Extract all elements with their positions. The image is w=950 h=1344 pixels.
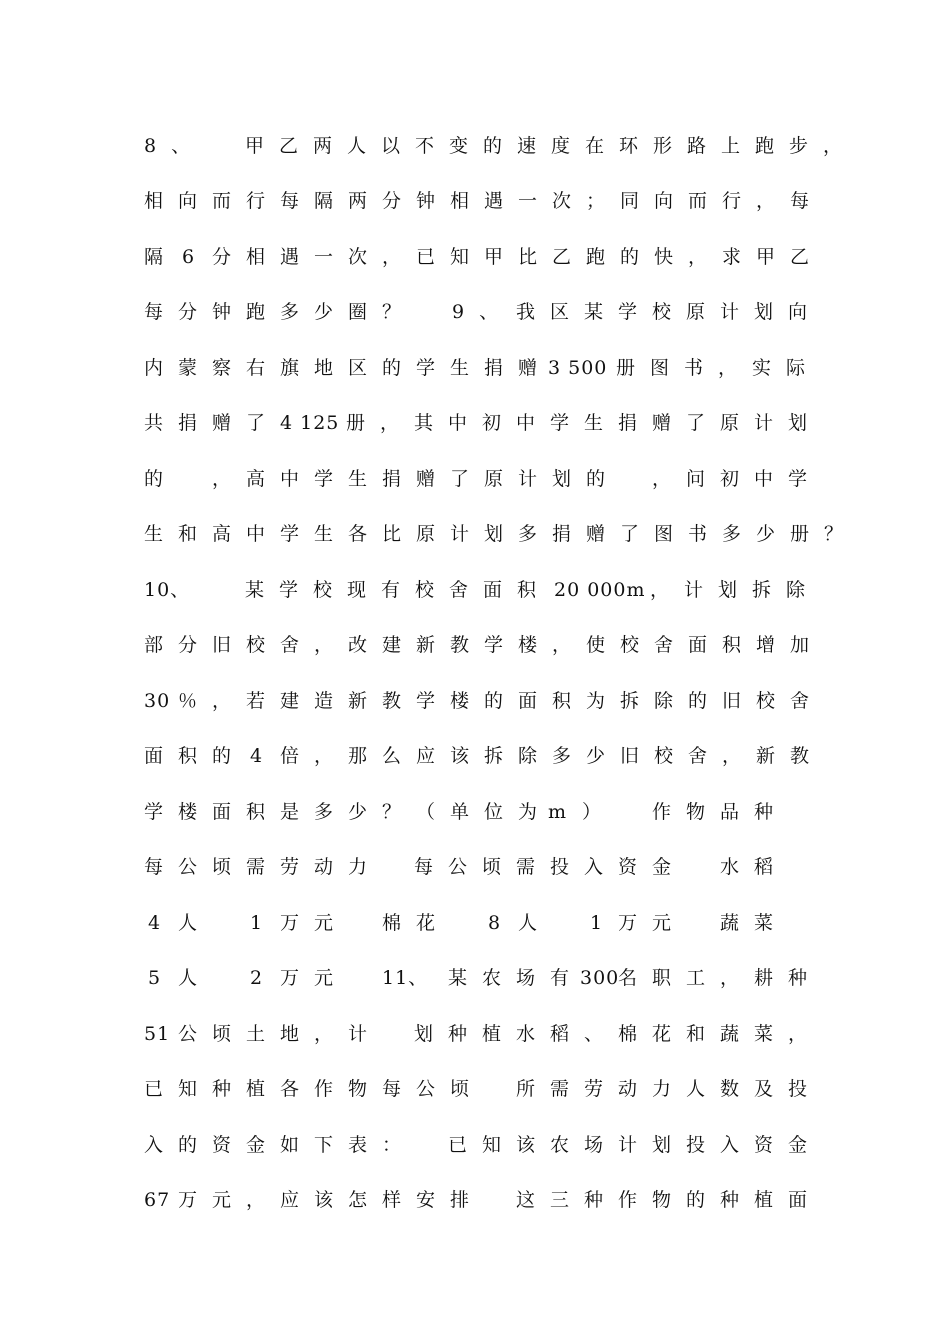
text-segment: 每分钟跑多少圈？ (144, 301, 417, 323)
text-segment: 甲乙两人以不变的速度在环形路上跑步， (245, 135, 858, 157)
text-segment: ，计划拆除 (650, 579, 821, 601)
question-number: 9、 (452, 301, 514, 323)
table-cell: 万元 (280, 967, 349, 989)
number-text: 4 125 (280, 412, 340, 434)
text-line (0, 131, 950, 161)
text-line (0, 1130, 950, 1160)
text-segment: 的 (144, 468, 179, 490)
table-cell: 人 (178, 967, 213, 989)
text-segment: 倍，那么应该拆除多少旧校舍，新教 (280, 745, 825, 767)
text-segment: ） (582, 801, 617, 823)
text-line (0, 242, 950, 272)
text-line (0, 353, 950, 383)
text-segment: 册，其中初中学生捐赠了原计划 (346, 412, 823, 434)
text-segment: 公顷土地，计 (178, 1023, 383, 1045)
table-cell: 1 (590, 912, 618, 934)
number-text: 300 (580, 967, 620, 989)
text-segment: 面积的 (144, 745, 247, 767)
table-cell: 棉花 (382, 912, 451, 934)
text-segment: ，高中学生捐赠了原计划的 (212, 468, 621, 490)
text-line (0, 852, 950, 882)
table-cell: 2 (250, 967, 278, 989)
table-cell: 人 (178, 912, 213, 934)
text-segment: 内蒙察右旗地区的学生捐赠 (144, 357, 553, 379)
text-line (0, 297, 950, 327)
text-segment: 共捐赠了 (144, 412, 281, 434)
text-segment: 分相遇一次，已知甲比乙跑的快，求甲乙 (212, 246, 825, 268)
text-segment: 某学校现有校舍面积 (245, 579, 552, 601)
text-line (0, 797, 950, 827)
number-text: 6 (182, 246, 210, 268)
text-segment: 划种植水稻、棉花和蔬菜， (414, 1023, 823, 1045)
text-line (0, 630, 950, 660)
text-segment: 名职工，耕种 (618, 967, 823, 989)
number-text: 67 (144, 1189, 171, 1211)
unit-text: m (548, 801, 582, 823)
number-text: 30 (144, 690, 171, 712)
text-line (0, 519, 950, 549)
text-segment: 生和高中学生各比原计划多捐赠了图书多少册？ (144, 523, 859, 545)
text-segment: 学楼面积是多少？（单位为 (144, 801, 553, 823)
number-text: 20 000m (554, 579, 646, 601)
table-cell: 1 (250, 912, 278, 934)
table-cell: 水稻 (720, 856, 789, 878)
text-segment: 入的资金如下表： (144, 1134, 417, 1156)
text-segment: ％，若建造新教学楼的面积为拆除的旧校舍 (178, 690, 825, 712)
text-line (0, 741, 950, 771)
text-line (0, 464, 950, 494)
text-segment: 某农场有 (448, 967, 585, 989)
text-line (0, 1185, 950, 1215)
text-segment: 万元，应该怎样安排 (178, 1189, 485, 1211)
text-line (0, 963, 950, 993)
text-line (0, 186, 950, 216)
text-segment: 相向而行每隔两分钟相遇一次；同向而行，每 (144, 190, 825, 212)
table-header-cell: 每公顷需劳动力 (144, 856, 383, 878)
text-segment: 已知种植各作物每公顷 (144, 1078, 485, 1100)
table-cell: 4 (148, 912, 176, 934)
table-cell: 万元 (280, 912, 349, 934)
text-line (0, 1019, 950, 1049)
table-cell: 5 (148, 967, 176, 989)
question-number: 11、 (382, 967, 429, 989)
number-text: 51 (144, 1023, 171, 1045)
text-line (0, 908, 950, 938)
text-line (0, 408, 950, 438)
question-number: 10、 (144, 579, 191, 601)
table-cell: 人 (518, 912, 553, 934)
text-segment: 所需劳动力人数及投 (516, 1078, 823, 1100)
text-line (0, 1074, 950, 1104)
table-cell: 蔬菜 (720, 912, 789, 934)
text-line (0, 686, 950, 716)
question-number: 8、 (144, 135, 206, 157)
text-segment: 已知该农场计划投入资金 (448, 1134, 823, 1156)
table-header-cell: 作物品种 (652, 801, 789, 823)
table-header-cell: 每公顷需投入资金 (414, 856, 687, 878)
text-segment: ，问初中学 (652, 468, 823, 490)
text-segment: 隔 (144, 246, 179, 268)
number-text: 3 500 (548, 357, 608, 379)
text-line (0, 575, 950, 605)
text-segment: 这三种作物的种植面 (516, 1189, 823, 1211)
table-cell: 8 (488, 912, 516, 934)
table-cell: 万元 (618, 912, 687, 934)
text-segment: 部分旧校舍，改建新教学楼，使校舍面积增加 (144, 634, 825, 656)
text-segment: 我区某学校原计划向 (516, 301, 823, 323)
number-text: 4 (250, 745, 278, 767)
text-segment: 册图书，实际 (616, 357, 821, 379)
